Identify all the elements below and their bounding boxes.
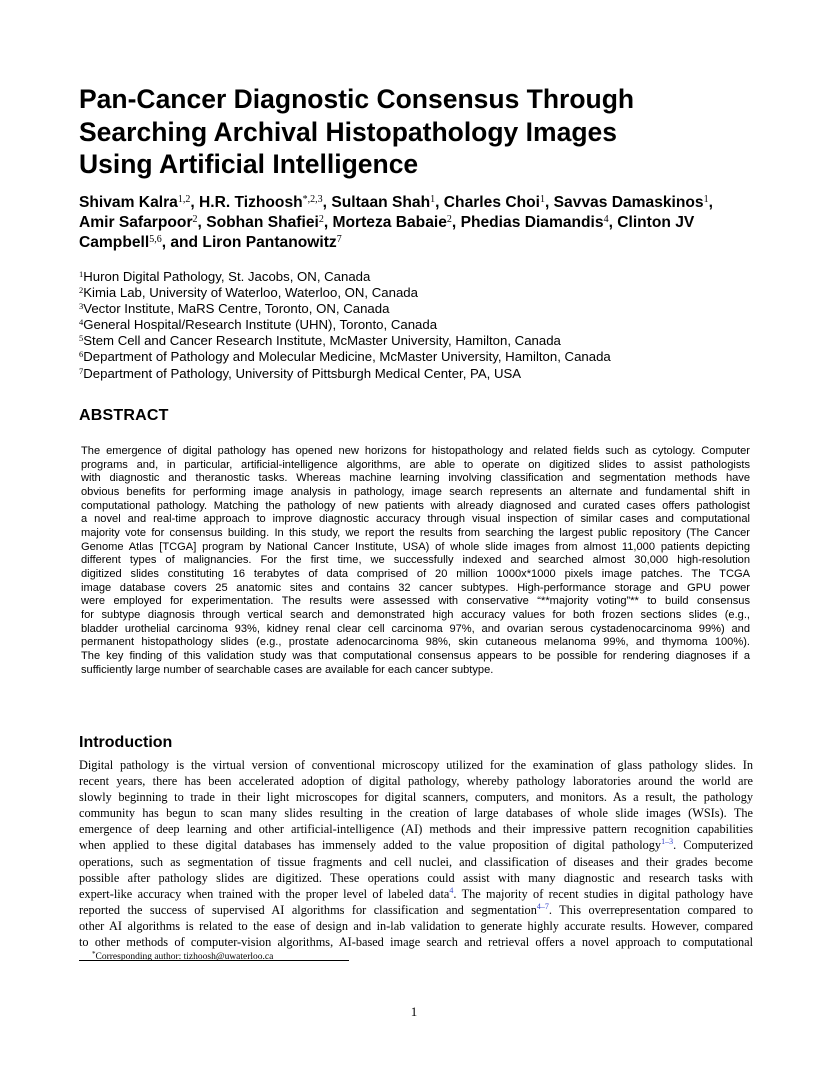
abstract-line: majority vote for consensus building. In this study, we report the results from searching the largest public repository (The Cancer [81,526,750,539]
author-name: Sultaan Shah [331,194,431,211]
author-line: Campbell$^{5,6}$, and Liron Pantanowitz$^7$ [79,234,342,251]
affiliation: $^7$Department of Pathology, University of Pittsburgh Medical Center, PA, USA [79,365,522,381]
title-line: Using Artificial Intelligence [79,149,419,179]
affiliation: $^6$Department of Pathology and Molecular Medicine, McMaster University, Hamilton, Canada [79,349,611,365]
abstract-line: Genome Atlas [TCGA] program by National Cancer Institute, USA) of whole slide images from almost 11,000 patients depicting [81,540,750,553]
author-affil-sup: 2 [318,214,324,225]
author-affil-sup: 7 [336,234,342,245]
author-name: Liron Pantanowitz [202,234,337,251]
author-name: Clinton JV [617,214,695,231]
author-name: H.R. Tizhoosh [198,194,303,211]
author-line: Amir Safarpoor$^2$, Sobhan Shafiei$^2$, Morteza Babaie$^2$, Phedias Diamandis$^4$, Clinton JV [79,214,695,231]
author-affil-sup: 2 [192,214,198,225]
author-line: Shivam Kalra$^{1,2}$, H.R. Tizhoosh$^{*,2,3}$, Sultaan Shah$^1$, Charles Choi$^1$, Savvas Damaskinos$^1$, [79,194,713,211]
author-name: Savvas Damaskinos [553,194,704,211]
paper-title [79,83,759,181]
intro-line: Digital pathology is the virtual version of conventional microscopy utilized for the examination of glass pathology slides. In [79,758,753,772]
intro-line: emergence of deep learning and other artificial-intelligence (AI) methods and their impressive pattern recognition capabilities [79,822,753,837]
title-line: Pan-Cancer Diagnostic Consensus Through [79,84,635,114]
intro-line: community has begun to scan many slides resulting in the creation of large databases of whole slide images (WSIs). The [79,806,753,821]
author-name: Sobhan Shafiei [206,214,319,231]
author-name: Morteza Babaie [332,214,447,231]
abstract-line: with diagnostic and theranostic tasks. Whereas machine learning involving classification and segmentation methods have [81,472,750,485]
author-affil-sup: 4 [603,214,609,225]
intro-line: operations, such as segmentation of tissue fragments and cell nuclei, and classification of diseases and their grades become [79,854,753,869]
intro-line: recent years, there has been accelerated adoption of digital pathology, whereby pathology laboratories around the world are [79,774,753,789]
abstract-line: digitized slides constituting 16 terabytes of data comprised of 20 million 1000x*1000 pixels image patches. The TCGA [81,567,750,580]
abstract-line: image database covers 25 anatomic sites and contains 32 cancer subtypes. High-performance storage and GPU power [81,581,750,594]
intro-line: reported the success of supervised AI algorithms for classification and segmentation$^{4-7}$. This overrepresentation compared to [79,901,753,917]
intro-line: expert-like accuracy when trained with the proper level of labeled data$^4$. The majority of recent studies in digital pathology have [79,885,753,901]
affiliation: $^2$Kimia Lab, University of Waterloo, Waterloo, ON, Canada [79,285,418,301]
author-list [79,193,759,253]
author-name: Shivam Kalra [79,194,178,211]
affiliation: $^1$Huron Digital Pathology, St. Jacobs, ON, Canada [79,269,371,284]
abstract-line: for subtype diagnosis through vertical search and demonstrated high accuracy values for both frozen sections slides (e.g., [81,608,750,621]
author-affil-sup: 1,2 [177,194,191,205]
affiliation: $^5$Stem Cell and Cancer Research Institute, McMaster University, Hamilton, Canada [79,333,561,349]
abstract-line: were employed for experimentation. The results were assessed with conservative “**majority voting”** to build consensus [81,595,750,608]
intro-line: possible after pathology slides are digitized. These operations could assist with many diagnostic and research tasks with [79,870,753,885]
abstract-line: computational pathology. Matching the pathology of new patients with already diagnosed and curated cases offers pathologist [81,499,750,512]
title-line: Searching Archival Histopathology Images [79,116,617,147]
affiliation: $^4$General Hospital/Research Institute (UHN), Toronto, Canada [79,317,438,333]
citation-link[interactable]: 4–7 [536,901,549,911]
abstract-line: different types of malignancies. For the first time, we successfully indexed and searched almost 30,000 high-resolution [81,554,750,567]
author-name: Phedias Diamandis [460,214,604,231]
abstract-line: sufficiently large number of searchable cases are available for each cancer subtype. [81,663,494,676]
intro-line: other AI algorithms is related to the ease of design and in-lab validation to generate highly accurate results. However, compared [79,918,753,933]
abstract-heading: ABSTRACT [79,407,169,424]
author-affil-sup: 5,6 [149,234,162,245]
abstract-body [81,445,750,677]
author-affil-sup: 2 [446,214,452,225]
abstract-line: The emergence of digital pathology has opened new horizons for histopathology and related fields such as cytology. Computer [81,445,750,457]
author-affil-sup: 1 [430,194,436,205]
abstract-line: obvious benefits for performing image analysis in pathology, image search represents an alternate and fundamental shift in [81,485,750,498]
intro-line: to other methods of computer-vision algorithms, AI-based image search and retrieval offers a novel approach to computational [79,935,753,950]
author-affil-sup: 1 [703,194,709,205]
author-affil-sup: *,2,3 [302,194,323,205]
intro-line: when applied to these digital databases has immensely added to the value proposition of digital pathology$^{1-3}$. Computerized [79,837,754,853]
author-name: Charles Choi [443,194,540,211]
intro-line: slowly beginning to trade in their light microscopes for digital scanners, computers, and monitors. As a result, the pathology [79,790,753,805]
introduction-body [79,757,753,950]
author-affil-sup: 1 [539,194,545,205]
affiliation-list [79,269,759,382]
corresponding-author-footnote: *Corresponding author: tizhoosh@uwaterloo.ca [92,950,274,962]
page-number: 1 [410,1004,418,1019]
abstract-line: The key finding of this validation study was that computational consensus appears to be possible for rendering diagnoses if a [81,649,750,662]
abstract-line: permanent histopathology slides (e.g., prostate adenocarcinoma 98%, skin cutaneous melanoma 99%, and thymoma 100%). [81,636,750,649]
author-name: Campbell [79,234,150,251]
affiliation: $^3$Vector Institute, MaRS Centre, Toronto, ON, Canada [79,301,390,317]
author-name: Amir Safarpoor [79,214,193,231]
citation-link[interactable]: 1–3 [661,837,674,847]
citation-link[interactable]: 4 [449,885,454,895]
abstract-line: a novel and real-time approach to improve diagnostic accuracy through visual inspection of similar cases and computational [81,513,750,526]
introduction-heading: Introduction [79,734,173,751]
abstract-line: programs and, in particular, artificial-intelligence algorithms, are able to operate on digitized slides to assist pathologists [81,458,750,471]
abstract-line: bladder urothelial carcinoma 93%, kidney renal clear cell carcinoma 97%, and ovarian serous cystadenocarcinoma 99%) and [81,622,750,635]
